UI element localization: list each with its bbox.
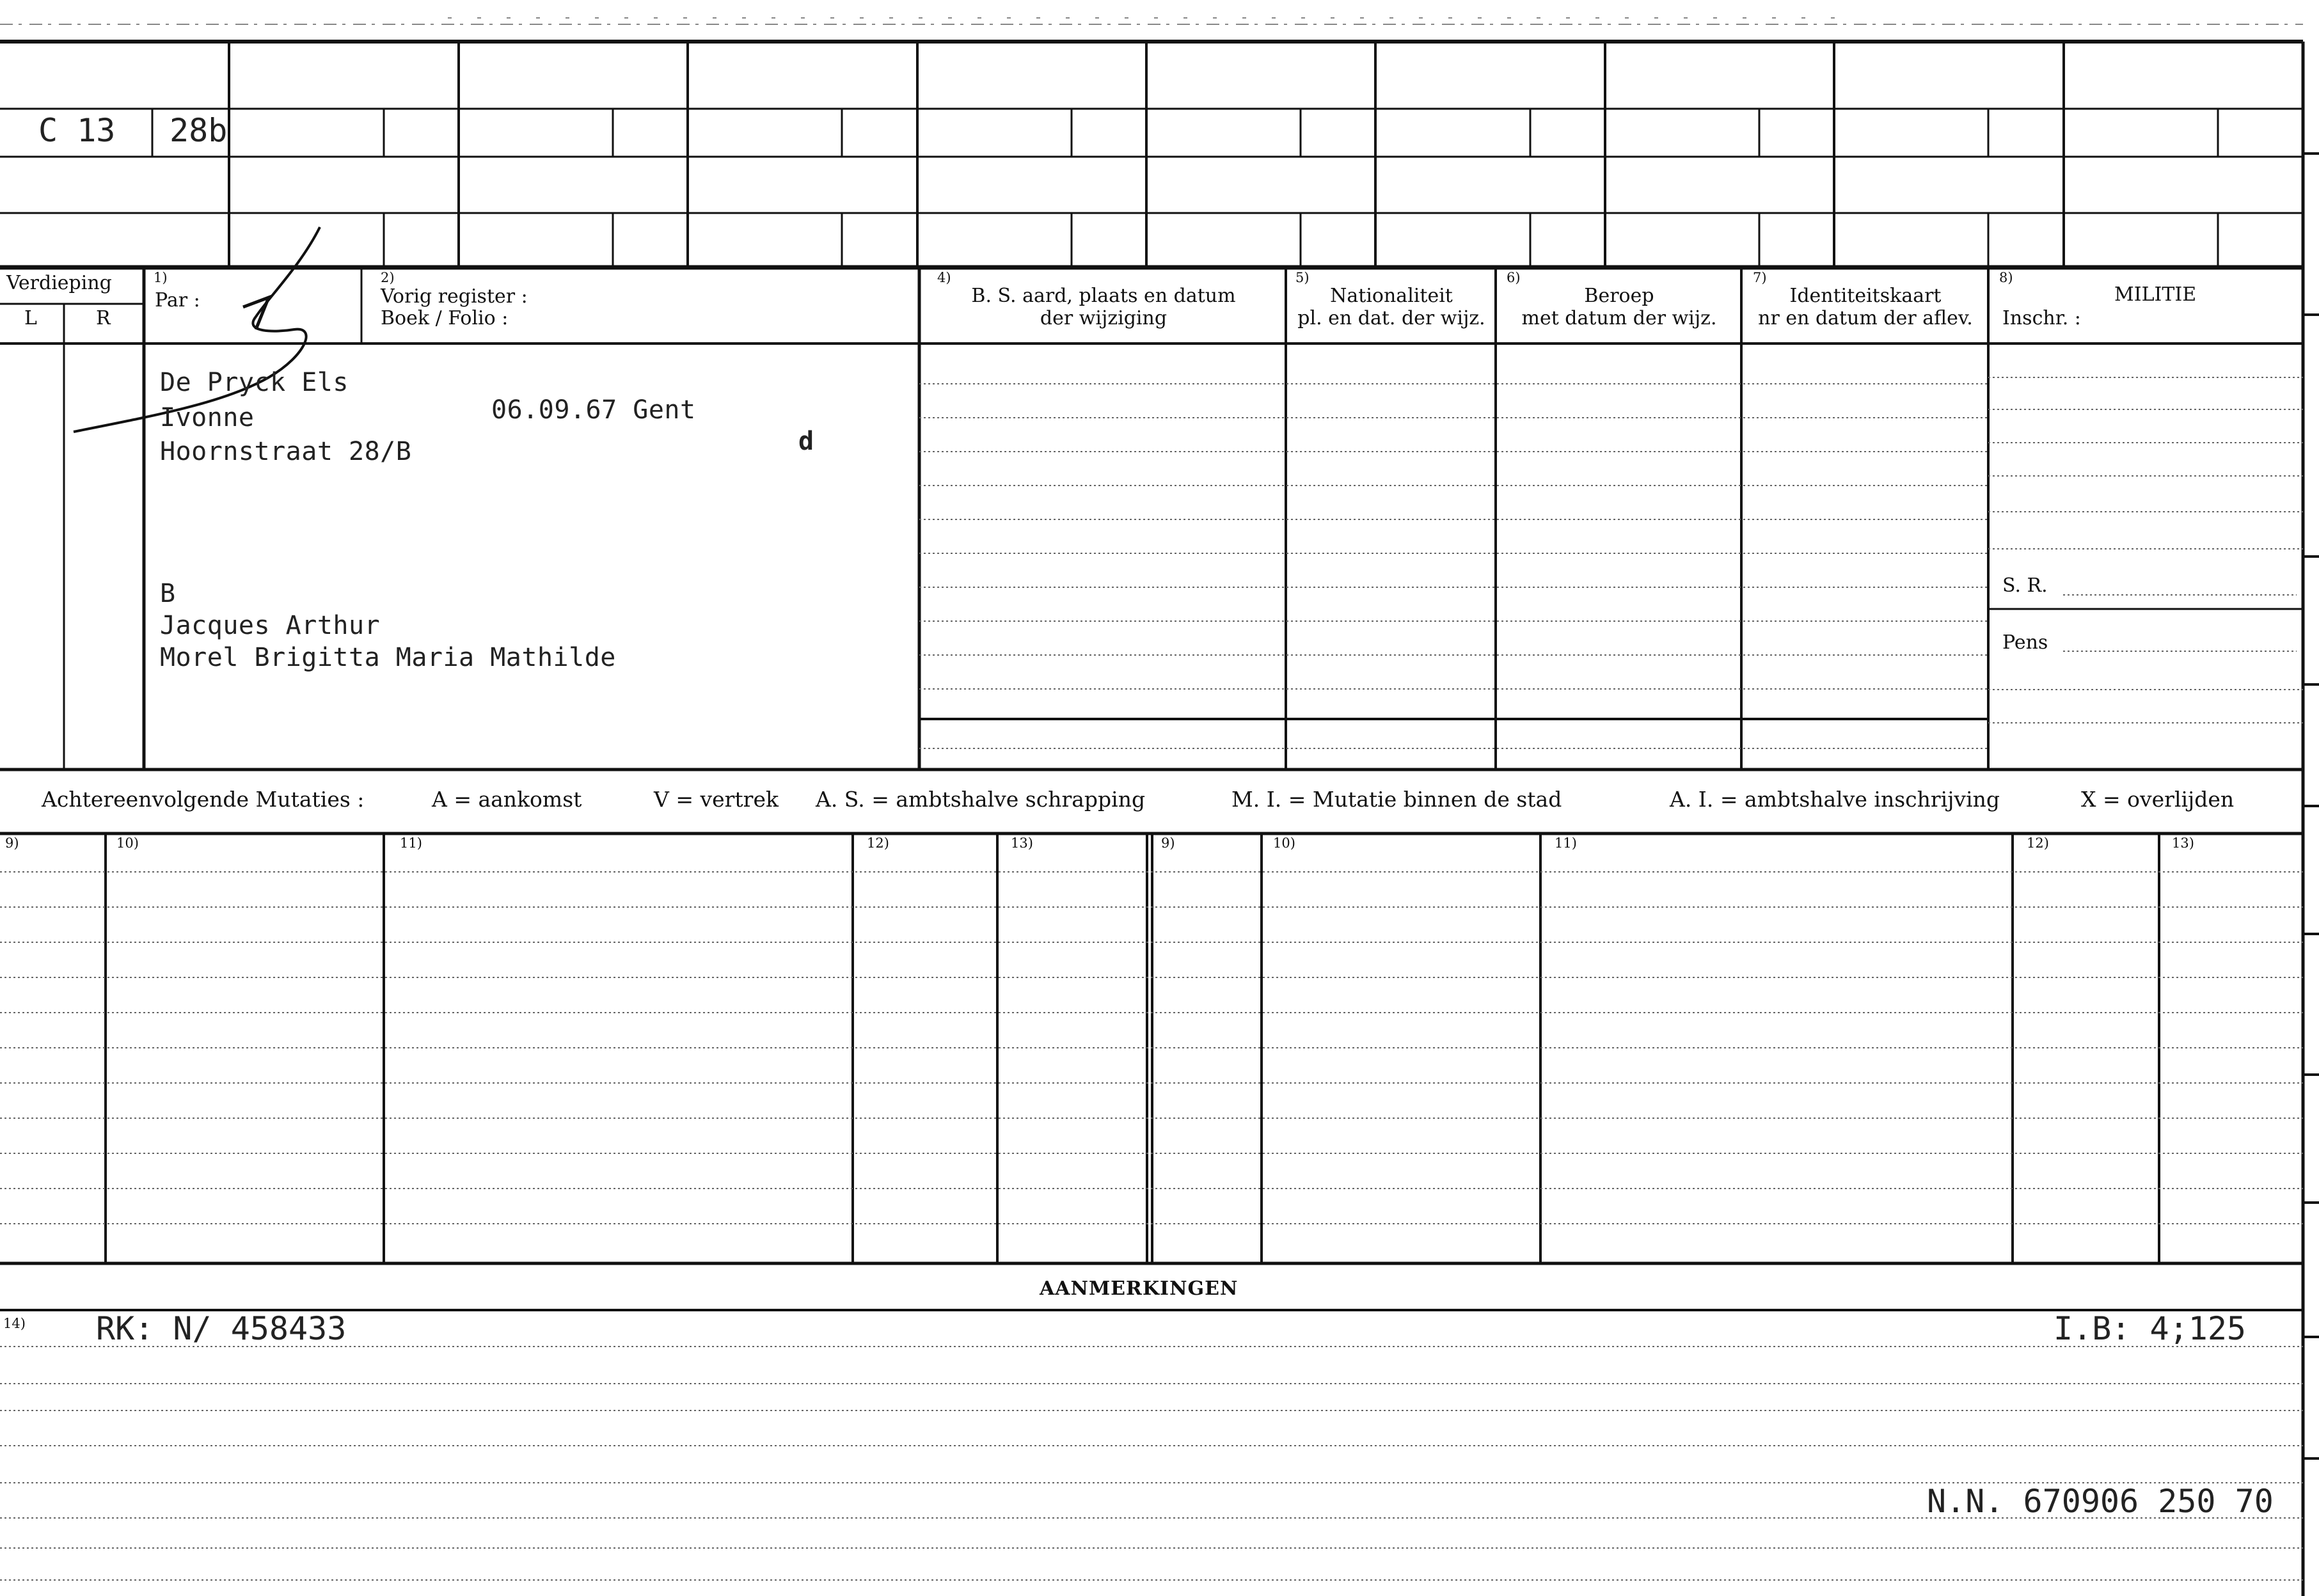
legend-mutatie-stad: M. I. = Mutatie binnen de stad: [1231, 787, 1562, 812]
person-given-name: Ivonne: [160, 403, 255, 432]
bs-header: B. S. aard, plaats en datum der wijziging: [971, 285, 1236, 329]
person-surname: De Pryck Els: [160, 368, 349, 397]
mutation-col-10: 10): [116, 835, 139, 851]
legend-schrapping: A. S. = ambtshalve schrapping: [816, 787, 1146, 812]
beroep-header: Beroep met datum der wijz.: [1521, 285, 1717, 329]
person-mark: d: [798, 427, 814, 456]
index-code: C 13: [38, 112, 116, 149]
mutaties-title: Achtereenvolgende Mutaties :: [42, 787, 365, 812]
nationaliteit-header: Nationaliteit pl. en dat. der wijz.: [1297, 285, 1485, 329]
person-birth: 06.09.67 Gent: [491, 395, 696, 425]
remarks-number: 14): [3, 1316, 26, 1331]
person-father: Jacques Arthur: [160, 611, 381, 640]
verdieping-label: Verdieping: [6, 272, 112, 294]
mutation-col-12: 12): [867, 835, 889, 851]
boek-folio-label: Boek / Folio :: [381, 307, 509, 329]
mutation-col-11b: 11): [1555, 835, 1577, 851]
legend-vertrek: V = vertrek: [654, 787, 779, 812]
field-number-5: 5): [1295, 270, 1310, 285]
field-number-2: 2): [381, 270, 395, 285]
field-number-8: 8): [1999, 270, 2013, 285]
person-code: B: [160, 579, 176, 608]
legend-overlijden: X = overlijden: [2081, 787, 2235, 812]
mutation-col-13: 13): [1011, 835, 1033, 851]
mutation-col-11: 11): [400, 835, 422, 851]
verdieping-r: R: [96, 307, 111, 329]
par-label: Par :: [155, 289, 200, 312]
pens-label: Pens: [2002, 631, 2048, 654]
identiteitskaart-header: Identiteitskaart nr en datum der aflev.: [1758, 285, 1973, 329]
field-number-4: 4): [937, 270, 951, 285]
field-number-6: 6): [1507, 270, 1521, 285]
field-number-7: 7): [1753, 270, 1767, 285]
index-number: 28b: [170, 112, 228, 149]
militie-header: MILITIE: [2114, 283, 2197, 306]
remarks-nn: N.N. 670906 250 70: [1927, 1483, 2274, 1520]
remarks-ib: I.B: 4;125: [2054, 1310, 2247, 1347]
mutation-col-9: 9): [5, 835, 19, 851]
remarks-rk: RK: N/ 458433: [96, 1310, 347, 1347]
vorig-register-label: Vorig register :: [381, 285, 528, 308]
person-mother: Morel Brigitta Maria Mathilde: [160, 643, 616, 672]
mutation-col-12b: 12): [2027, 835, 2049, 851]
legend-aankomst: A = aankomst: [432, 787, 582, 812]
mutation-col-10b: 10): [1273, 835, 1295, 851]
verdieping-l: L: [24, 307, 37, 329]
person-address: Hoornstraat 28/B: [160, 437, 412, 466]
inschr-label: Inschr. :: [2002, 307, 2081, 329]
sr-label: S. R.: [2002, 574, 2048, 597]
legend-inschrijving: A. I. = ambtshalve inschrijving: [1670, 787, 2000, 812]
field-number-1: 1): [154, 270, 168, 285]
remarks-title: AANMERKINGEN: [1040, 1277, 1239, 1300]
mutation-col-13b: 13): [2172, 835, 2194, 851]
mutation-col-9b: 9): [1161, 835, 1175, 851]
